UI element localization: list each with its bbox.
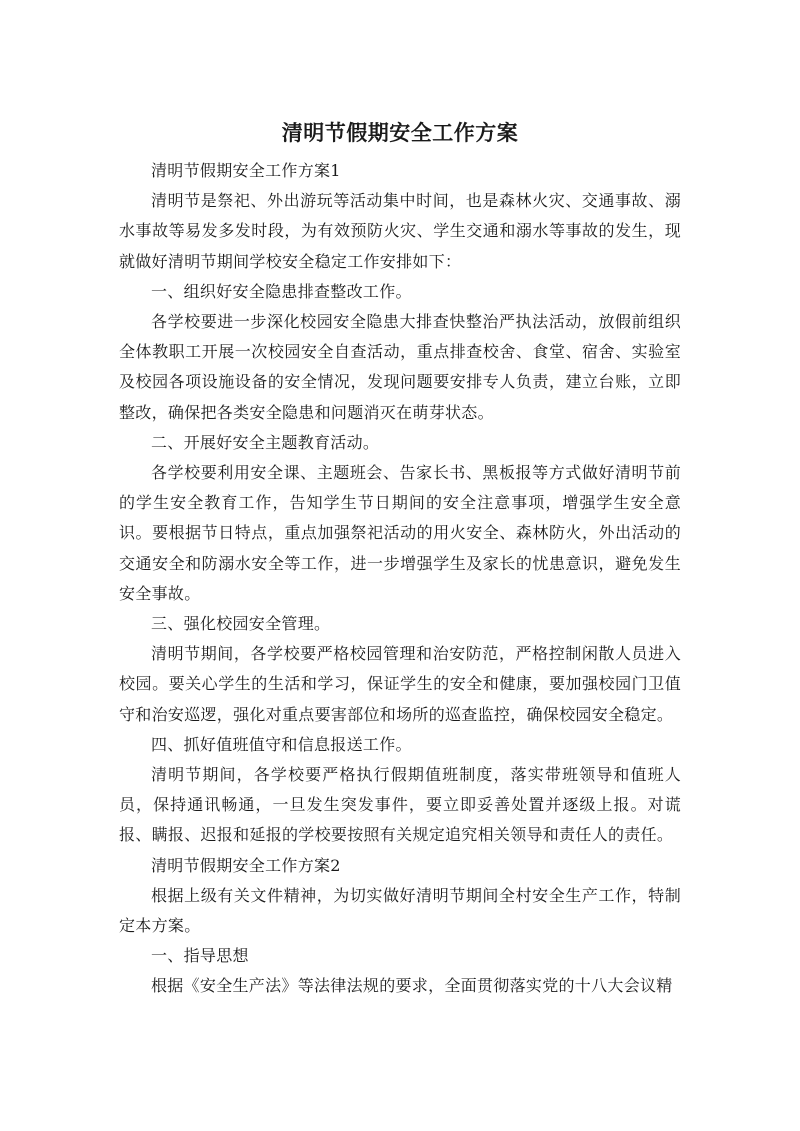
plan-2-section-1-heading: 一、指导思想 xyxy=(151,946,249,966)
section-4-heading: 四、抓好值班值守和信息报送工作。 xyxy=(151,734,412,754)
plan-2-section-1-body: 根据《安全生产法》等法律法规的要求，全面贯彻落实党的十八大会议精 xyxy=(151,976,673,996)
document-page xyxy=(119,118,681,1002)
section-4-body: 清明节期间，各学校要严格执行假期值班制度，落实带班领导和值班人员，保持通讯畅通，一旦发生突发事件，要立即妥善处置并逐级上报。对谎报、瞒报、迟报和延报的学校要按照有关规定追究相关领导和责任人的责任。 xyxy=(119,765,681,845)
section-1-heading: 一、组织好安全隐患排查整改工作。 xyxy=(151,281,412,301)
plan-2-intro: 根据上级有关文件精神，为切实做好清明节期间全村安全生产工作，特制定本方案。 xyxy=(119,885,681,936)
section-1-body: 各学校要进一步深化校园安全隐患大排查快整治严执法活动，放假前组织全体教职工开展一次校园安全自查活动，重点排查校舍、食堂、宿舍、实验室及校园各项设施设备的安全情况，发现问题要安排专人负责，建立台账，立即整改，确保把各类安全隐患和问题消灭在萌芽状态。 xyxy=(119,312,681,422)
intro-paragraph: 清明节是祭祀、外出游玩等活动集中时间，也是森林火灾、交通事故、溺水事故等易发多发时段，为有效预防火灾、学生交通和溺水等事故的发生，现就做好清明节期间学校安全稳定工作安排如下： xyxy=(119,191,681,271)
document-title: 清明节假期安全工作方案 xyxy=(281,121,519,145)
section-3-body: 清明节期间，各学校要严格校园管理和治安防范，严格控制闲散人员进入校园。要关心学生的生活和学习，保证学生的安全和健康，要加强校园门卫值守和治安巡逻，强化对重点要害部位和场所的巡查监控，确保校园安全稳定。 xyxy=(119,644,681,724)
section-2-heading: 二、开展好安全主题教育活动。 xyxy=(151,432,380,452)
section-3-heading: 三、强化校园安全管理。 xyxy=(151,614,331,634)
section-2-body: 各学校要利用安全课、主题班会、告家长书、黑板报等方式做好清明节前的学生安全教育工作，告知学生节日期间的安全注意事项，增强学生安全意识。要根据节日特点，重点加强祭祀活动的用火安全、森林防火，外出活动的交通安全和防溺水安全等工作，进一步增强学生及家长的忧患意识，避免发生安全事故。 xyxy=(119,463,681,603)
plan-1-heading: 清明节假期安全工作方案1 xyxy=(151,161,341,180)
plan-2-heading: 清明节假期安全工作方案2 xyxy=(151,855,341,875)
